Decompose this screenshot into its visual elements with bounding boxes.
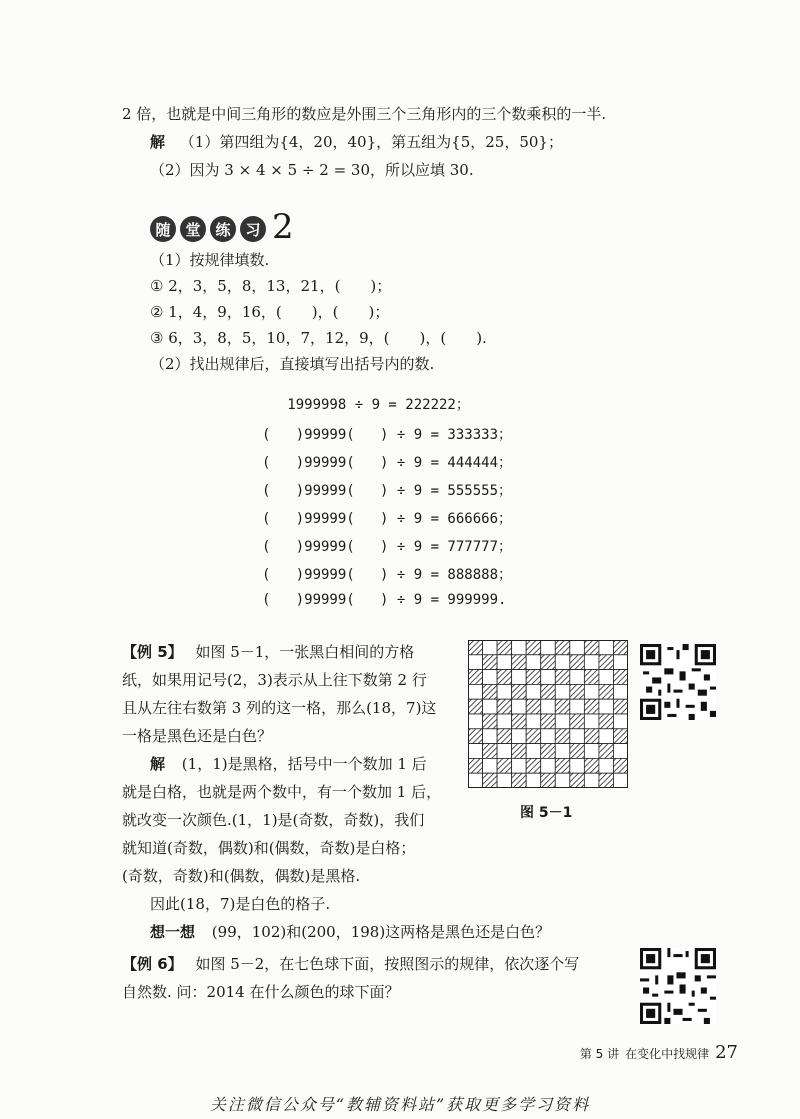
practice-number: 2 — [272, 207, 294, 247]
intro-solution-2: （2）因为 3 × 4 × 5 ÷ 2 = 30，所以应填 30. — [150, 161, 474, 179]
equation-line: ( )99999( ) ÷ 9 = 777777； — [262, 539, 513, 555]
practice-badge: 习 — [240, 216, 266, 242]
grid-cell — [541, 744, 556, 759]
example6-text-1: 如图 5－2，在七色球下面，按照图示的规律，依次逐个写 — [195, 955, 580, 973]
grid-cell — [512, 655, 527, 670]
grid-cell — [512, 773, 527, 788]
intro-line: 2 倍，也就是中间三角形的数应是外围三个三角形内的三个数乘积的一半. — [122, 105, 607, 123]
grid-cell — [570, 744, 585, 759]
example5-line-3: 且从左往右数第 3 列的这一格，那么(18，7)这 — [122, 699, 437, 717]
example6-line-1 — [122, 954, 579, 974]
grid-cell — [512, 699, 527, 714]
grid-cell — [599, 640, 614, 655]
grid-cell — [584, 640, 599, 655]
practice-badge: 练 — [210, 216, 236, 242]
grid-cell — [512, 714, 527, 729]
example5-label: 【例 5】 — [122, 643, 183, 661]
grid-cell — [570, 640, 585, 655]
practice-q1: （1）按规律填数. — [150, 251, 270, 269]
solve-label: 解 — [150, 133, 166, 151]
grid-cell — [526, 640, 541, 655]
figure-caption: 图 5－1 — [520, 805, 573, 821]
grid-cell — [541, 640, 556, 655]
think-label: 想一想 — [150, 923, 196, 941]
grid-cell — [584, 684, 599, 699]
footer-title: 在变化中找规律 — [625, 1047, 710, 1061]
grid-cell — [468, 684, 483, 699]
grid-cell — [497, 714, 512, 729]
grid-cell — [613, 640, 628, 655]
grid-cell — [483, 729, 498, 744]
grid-cell — [468, 655, 483, 670]
page-number: 27 — [715, 1042, 738, 1063]
grid-cell — [584, 729, 599, 744]
grid-cell — [555, 699, 570, 714]
grid-cell — [468, 670, 483, 685]
grid-cell — [599, 758, 614, 773]
grid-cell — [512, 684, 527, 699]
grid-cell — [613, 714, 628, 729]
example5-solve-6: 因此(18，7)是白色的格子. — [150, 895, 331, 913]
solve-text: (1，1)是黑格，括号中一个数加 1 后 — [181, 755, 427, 773]
grid-cell — [584, 699, 599, 714]
grid-cell — [483, 699, 498, 714]
grid-cell — [613, 655, 628, 670]
grid-cell — [526, 773, 541, 788]
equation-line: ( )99999( ) ÷ 9 = 333333； — [262, 427, 513, 443]
grid-cell — [497, 773, 512, 788]
grid-cell — [483, 655, 498, 670]
grid-cell — [599, 714, 614, 729]
grid-cell — [468, 744, 483, 759]
example5-line-1 — [122, 642, 414, 662]
grid-cell — [468, 758, 483, 773]
grid-cell — [468, 699, 483, 714]
grid-cell — [526, 684, 541, 699]
grid-cell — [468, 714, 483, 729]
intro-solution-1 — [150, 132, 563, 152]
grid-cell — [497, 684, 512, 699]
grid-cell — [584, 773, 599, 788]
grid-cell — [541, 714, 556, 729]
grid-cell — [570, 729, 585, 744]
grid-cell — [483, 744, 498, 759]
practice-heading — [150, 207, 294, 247]
example5-solve-3: 就改变一次颜色.(1，1)是(奇数，奇数)，我们 — [122, 811, 425, 829]
grid-cell — [526, 729, 541, 744]
grid-cell — [512, 744, 527, 759]
grid-cell — [468, 640, 483, 655]
grid-cell — [599, 773, 614, 788]
grid-cell — [570, 684, 585, 699]
example6-label: 【例 6】 — [122, 955, 183, 973]
grid-cell — [541, 699, 556, 714]
grid-cell — [497, 758, 512, 773]
example6-line-2: 自然数. 问：2014 在什么颜色的球下面？ — [122, 983, 400, 1001]
example5-line-2: 纸，如果用记号(2，3)表示从上往下数第 2 行 — [122, 671, 427, 689]
grid-cell — [613, 670, 628, 685]
solve-text-1: （1）第四组为{4，20，40}，第五组为{5，25，50}； — [179, 133, 563, 151]
practice-q1a: ① 2，3，5，8，13，21，( )； — [150, 277, 392, 295]
grid-cell — [555, 758, 570, 773]
qr-code[interactable] — [640, 948, 716, 1024]
grid-cell — [613, 773, 628, 788]
grid-cell — [483, 670, 498, 685]
grid-cell — [483, 773, 498, 788]
grid-cell — [599, 699, 614, 714]
grid-cell — [570, 655, 585, 670]
grid-cell — [613, 744, 628, 759]
grid-cell — [570, 699, 585, 714]
grid-cell — [468, 729, 483, 744]
practice-badge: 堂 — [180, 216, 206, 242]
grid-cell — [555, 714, 570, 729]
grid-cell — [599, 729, 614, 744]
grid-cell — [526, 655, 541, 670]
grid-cell — [483, 684, 498, 699]
grid-cell — [613, 699, 628, 714]
practice-q1c: ③ 6，3，8，5，10，7，12，9，( )，( ). — [150, 329, 487, 347]
grid-cell — [497, 670, 512, 685]
grid-cell — [483, 758, 498, 773]
grid-cell — [541, 773, 556, 788]
grid-cell — [497, 744, 512, 759]
grid-cell — [512, 729, 527, 744]
watermark-text: 关注微信公众号“教辅资料站”获取更多学习资料 — [209, 1095, 591, 1114]
practice-q1b: ② 1，4，9，16，( )，( )； — [150, 303, 390, 321]
grid-cell — [555, 744, 570, 759]
practice-badge: 随 — [150, 216, 176, 242]
grid-cell — [526, 714, 541, 729]
grid-cell — [468, 773, 483, 788]
grid-cell — [526, 758, 541, 773]
grid-cell — [555, 729, 570, 744]
grid-cell — [483, 714, 498, 729]
grid-cell — [512, 758, 527, 773]
equation-line: ( )99999( ) ÷ 9 = 999999. — [262, 592, 507, 608]
grid-cell — [555, 773, 570, 788]
grid-cell — [599, 684, 614, 699]
grid-cell — [584, 744, 599, 759]
example5-solve-4: 就知道(奇数，偶数)和(偶数，奇数)是白格； — [122, 839, 416, 857]
example5-solve-1 — [150, 754, 427, 774]
grid-cell — [584, 655, 599, 670]
grid-cell — [570, 758, 585, 773]
grid-cell — [599, 744, 614, 759]
grid-cell — [512, 670, 527, 685]
grid-cell — [613, 729, 628, 744]
grid-cell — [497, 640, 512, 655]
grid-cell — [483, 640, 498, 655]
qr-code[interactable] — [640, 644, 716, 720]
grid-cell — [613, 758, 628, 773]
equation-line: ( )99999( ) ÷ 9 = 444444； — [262, 455, 513, 471]
grid-cell — [584, 758, 599, 773]
equation-line: ( )99999( ) ÷ 9 = 666666； — [262, 511, 513, 527]
example5-line-4: 一格是黑色还是白色？ — [122, 727, 273, 745]
grid-cell — [613, 684, 628, 699]
grid-cell — [541, 758, 556, 773]
grid-cell — [584, 670, 599, 685]
checkerboard-figure — [468, 640, 628, 788]
grid-cell — [541, 729, 556, 744]
grid-cell — [584, 714, 599, 729]
solve-label: 解 — [150, 755, 166, 773]
grid-cell — [497, 729, 512, 744]
grid-cell — [526, 670, 541, 685]
grid-cell — [570, 773, 585, 788]
grid-cell — [555, 640, 570, 655]
grid-cell — [555, 655, 570, 670]
grid-cell — [497, 655, 512, 670]
grid-cell — [541, 670, 556, 685]
grid-cell — [541, 684, 556, 699]
grid-cell — [526, 744, 541, 759]
grid-cell — [599, 670, 614, 685]
example5-text-1: 如图 5－1，一张黑白相间的方格 — [195, 643, 415, 661]
grid-cell — [526, 699, 541, 714]
grid-cell — [570, 714, 585, 729]
page-footer — [580, 1042, 738, 1063]
think-text: (99，102)和(200，198)这两格是黑色还是白色？ — [211, 923, 551, 941]
grid-cell — [555, 684, 570, 699]
grid-cell — [541, 655, 556, 670]
footer-chapter: 第 5 讲 — [579, 1047, 620, 1061]
grid-cell — [497, 699, 512, 714]
equation-line: ( )99999( ) ÷ 9 = 555555； — [262, 483, 513, 499]
practice-q2: （2）找出规律后，直接填写出括号内的数. — [150, 355, 435, 373]
grid-cell — [570, 670, 585, 685]
equation-line: ( )99999( ) ÷ 9 = 888888； — [262, 567, 513, 583]
example5-solve-5: (奇数，奇数)和(偶数，偶数)是黑格. — [122, 867, 361, 885]
grid-cell — [555, 670, 570, 685]
think-line — [150, 922, 550, 942]
equation-line: 1999998 ÷ 9 = 222222； — [262, 397, 470, 413]
grid-cell — [512, 640, 527, 655]
example5-solve-2: 就是白格，也就是两个数中，有一个数加 1 后， — [122, 783, 442, 801]
grid-cell — [599, 655, 614, 670]
